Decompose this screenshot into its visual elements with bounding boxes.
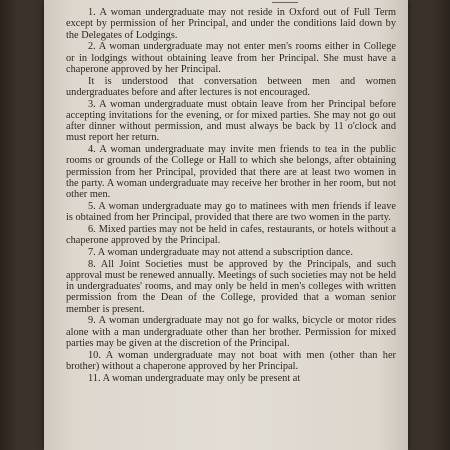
- rule-1: 1. A woman undergraduate may not reside in Oxford out of Full Term except by permission of her Principal, and under the conditions laid down by the Delegates of Lodgings.: [66, 7, 396, 41]
- rule-2: 2. A woman undergraduate may not enter men's rooms either in College or in lodgings without obtaining leave from her Principal. She must have a chaperone approved by her Principal.: [66, 41, 396, 75]
- rule-11: 11. A woman undergraduate may only be present at: [88, 372, 301, 384]
- rule-10: 10. A woman undergraduate may not boat with men (other than her brother) without a chaperone approved by her Principal.: [66, 349, 396, 372]
- rule-3: 3. A woman undergraduate must obtain leave from her Principal before accepting invitations for the evening, or for mixed parties. She may not go out after dinner without permission, and must always be back by 11 o'clock and must report her return.: [66, 98, 396, 144]
- rule-4: 4. A woman undergraduate may invite men friends to tea in the public rooms or grounds of the College or Hall to which she belongs, after obtaining permission from her Principal, provided that there are at least two women in the party. A woman undergraduate may receive her brother in her room, but not other men.: [66, 144, 396, 200]
- rule-9: 9. A woman undergraduate may not go for walks, bicycle or motor rides alone with a man undergraduate other than her brother. Permission for mixed parties may be given at the discretion of the Principal.: [66, 315, 396, 349]
- rule-6: 6. Mixed parties may not be held in cafes, restaurants, or hotels without a chaperone approved by the Principal.: [66, 223, 396, 246]
- header-rule: [272, 2, 298, 3]
- rule-7: 7. A woman undergraduate may not attend a subscription dance.: [88, 246, 353, 258]
- rule-8: 8. All Joint Societies must be approved by the Principals, and such approval must be renewed annually. Meetings of such societies may not be held in undergraduates' rooms, and may only be held in men's colleges with written permission from the Dean of the College, provided that a woman senior member is present.: [66, 258, 396, 315]
- rule-2-note: It is understood that conversation between men and women undergraduates before and after lectures is not encouraged.: [66, 75, 396, 98]
- rules-text: [66, 7, 396, 384]
- rule-5: 5. A woman undergraduate may go to matinees with men friends if leave is obtained from her Principal, provided that there are two women in the party.: [66, 200, 396, 223]
